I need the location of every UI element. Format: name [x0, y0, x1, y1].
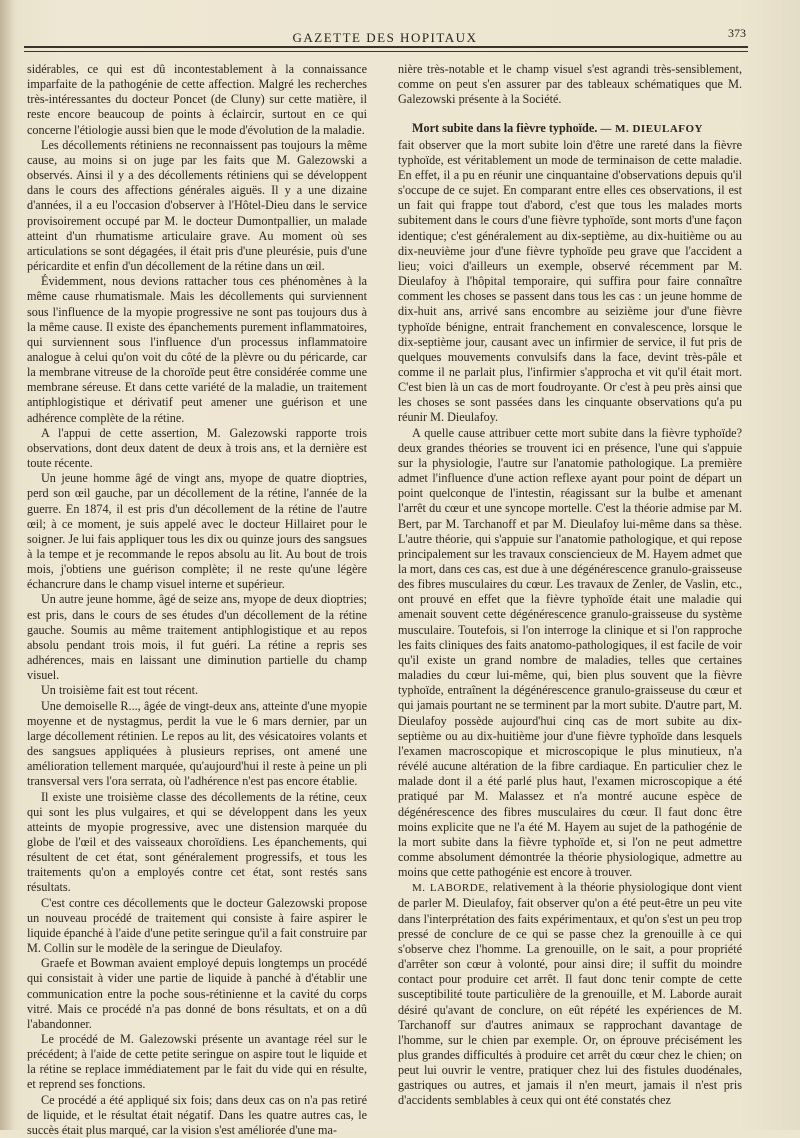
- section-title: Mort subite dans la fièvre typhoïde.: [412, 121, 598, 136]
- paragraph: [398, 880, 742, 1108]
- paragraph: Le procédé de M. Galezowski présente un avantage réel sur le précédent; à l'aide de cette petite seringue on aspire tout le liquide et la rétine se replace immédiatement par le fait du vide qui en résulte, et reprend ses fonctions.: [27, 1032, 367, 1092]
- paragraph: Une demoiselle R..., âgée de vingt-deux ans, atteinte d'une myopie moyenne et de nystagmus, perdit la vue le 6 mars dernier, par un large décollement rétinien. Le repos au lit, des vésicatoires volants et des sangsues appliquées à plusieurs reprises, ont amené une amélioration tellement marquée, qu'aujourd'hui il reste à peine un pli transversal vers l'ora serrata, où l'adhérence n'est pas encore établie.: [27, 698, 367, 789]
- paragraph: Un jeune homme âgé de vingt ans, myope de quatre dioptries, perd son œil gauche, par un décollement de la rétine, l'année de la guerre. En 1874, il est pris d'un décollement de la rétine de l'autre œil; à ce moment, je suis appelé avec le docteur Hillairet pour le soigner. Je lui fais appliquer tous les dix ou quinze jours des sangsues à la tempe et je recommande le repos absolu au lit. Au bout de trois mois, j'obtiens une guérison complète; il ne reste qu'une légère échancrure dans le champ visuel interne et supérieur.: [27, 471, 367, 592]
- right-column: [398, 62, 742, 1109]
- paragraph: A quelle cause attribuer cette mort subite dans la fièvre typhoïde? deux grandes théories se trouvent ici en présence, l'une qui s'appuie sur la physiologie, l'autre sur l'anatomie pathologique. La première admet l'influence d'une action reflexe ayant pour point de départ un point quelconque de l'intestin, réagissant sur la bulbe et amenant l'arrêt du cœur et une syncope mortelle. C'est la théorie admise par M. Bert, par M. Tarchanoff et par M. Dieulafoy lui-même dans sa thèse. L'autre théorie, qui s'appuie sur l'anatomie pathologique, et qui repose principalement sur les travaux consciencieux de M. Hayem admet que la mort, dans ces cas, est due à une dégénérescence granulo-graisseuse des fibres musculaires du cœur. Les travaux de Zenler, de Vaslin, etc., ont prouvé en effet que la fièvre typhoïde était une maladie qui amenait souvent cette dégénérescence granulo-graisseuse du système musculaire. Toutefois, si l'on interroge la clinique et si l'on rapproche les faits cliniques des faits anatomo-pathologiques, il est facile de voir qu'il existe un grand nombre de maladies, telles que certaines maladies du cœur lui-même, qui, bien plus souvent que la fièvre typhoïde, entraînent la dégénérescence granulo-graisseuse du cœur et qui jamais pourtant ne se terminent par la mort subite. D'autre part, M. Dieulafoy possède aujourd'hui cinq cas de mort subite au dix-septième ou au dix-huitième jour d'une fièvre typhoïde dans lesquels l'examen macroscopique et microscopique le plus minutieux, n'a révélé aucune altération de la fibre cardiaque. En particulier chez le malade dont il a été parlé plus haut, l'examen microscopique a été pratiqué par M. Malassez et n'a montré aucune espèce de dégénérescence des fibres musculaires du cœur. Il faut donc être moins explicite que ne l'a été M. Hayem au sujet de la pathogénie de la mort subite dans la fièvre typhoïde et, si l'on ne peut admettre comme absolument démontrée la théorie physiologique, admettre au moins que cette pathogénie est encore à trouver.: [398, 425, 742, 880]
- section-author: — M. DIEULAFOY: [600, 123, 703, 136]
- paragraph: Ce procédé a été appliqué six fois; dans deux cas on n'a pas retiré de liquide, et le résultat était négatif. Dans les quatre autres cas, le succès était plus marqué, car la vision s'est améliorée d'une ma-: [27, 1092, 367, 1137]
- paragraph: fait observer que la mort subite loin d'être une rareté dans la fièvre typhoïde, est véritablement un mode de terminaison de cette maladie. En effet, il a pu en réunir une cinquantaine d'observations depuis qu'il s'occupe de ce sujet. En comparant entre elles ces observations, il est un fait qui frappe tout d'abord, c'est que tous les malades morts subitement dans le cours d'une fièvre typhoïde, sont morts d'une façon identique; c'est généralement au dix-septième, au dix-huitième ou au dix-neuvième jour d'une fièvre typhoïde peu grave que l'accident a lieu; voici d'ailleurs un exemple, observé récemment par M. Dieulafoy à l'hôpital temporaire, qui suffira pour faire connaître comment les choses se passent dans tous les cas : un jeune homme de dix-huit ans, arrivé sans encombre au seizième jour d'une fièvre typhoïde bénigne, entrait franchement en convalescence, lorsque le dix-septième jour, causant avec un infirmier de service, il fut pris de quelques mouvements convulsifs dans la face, devint très-pâle et comme il ne parlait plus, l'infirmier s'approcha et vit qu'il était mort. C'est bien là un cas de mort foudroyante. Or c'est à peu près ainsi que les choses se sont passées dans les cinquante observations qu'a pu réunir M. Dieulafoy.: [398, 137, 742, 425]
- paragraph: Un autre jeune homme, âgé de seize ans, myope de deux dioptries; est pris, dans le cours de ses études d'un décollement de la rétine gauche. Soumis au même traitement antiphlogistique et au repos absolu pendant trois mois, il fut guéri. La rétine a repris ses adhérences, mais en laissant une diminution partielle du champ visuel.: [27, 592, 367, 683]
- paragraph: Évidemment, nous devions rattacher tous ces phénomènes à la même cause rhumatismale. Mais les décollements qui surviennent sous l'influence de la myopie progressive ne sont pas toujours dus à la même cause. Il existe des épanchements purement inflammatoires, qui surviennent sous l'influence d'un processus inflammatoire analogue à celui qu'on voit du côté de la plèvre ou du péricarde, car la membrane vitreuse de la choroïde peut être considérée comme une membrane séreuse. Et dans cette variété de la maladie, un traitement antiphlogistique et dérivatif peut amener une guérison et une adhérence complète de la rétine.: [27, 274, 367, 425]
- left-column: [27, 62, 367, 1138]
- journal-title: GAZETTE DES HOPITAUX: [292, 30, 478, 45]
- page-number: 373: [728, 26, 746, 40]
- paragraph-text: relativement à la théorie physiologique dont vient de parler M. Dieulafoy, fait observer qu'on a été peut-être un peu vite dans l'interprétation des faits expérimentaux, et qu'on s'est un peu trop pressé de conclure de ce qui se passe chez la grenouille à ce qui s'observe chez l'homme. La grenouille, on le sait, a pour propriété d'arrêter son cœur à volonté, pour ainsi dire; il suffit du moindre contact pour produire cet arrêt. Il faut donc tenir compte de cette susceptibilité toute particulière de la grenouille, et M. Laborde aurait désiré qu'avant de conclure, on eût répété les expériences de M. Tarchanoff sur d'autres animaux se rapprochant davantage de l'homme, sur le chien par exemple. Or, on éprouve précisément les plus grandes difficultés à produire cet arrêt du cœur chez le chien; on peut lui ouvrir le ventre, pratiquer chez lui des fistules duodénales, gastriques ou autres, et jamais il n'en meurt, jamais il n'est pris d'accidents semblables à ceux qui ont été constatés chez: [398, 880, 743, 1108]
- paragraph: sidérables, ce qui est dû incontestablement à la connaissance imparfaite de la pathogénie de cette affection. Malgré les recherches très-intéressantes du docteur Poncet (de Cluny) sur cette matière, il reste encore beaucoup de points à éclaircir, surtout en ce qui concerne l'étiologie aussi bien que le mode d'évolution de la maladie.: [27, 62, 367, 137]
- page-header: [24, 22, 746, 48]
- paragraph: C'est contre ces décollements que le docteur Galezowski propose un nouveau procédé de traitement qui consiste à faire aspirer le liquide épanché à l'aide d'une petite seringue qu'il a fait construire par M. Collin sur le modèle de la seringue de Dieulafoy.: [27, 895, 367, 956]
- speaker-name: M. LABORDE,: [412, 882, 489, 895]
- paragraph: Il existe une troisième classe des décollements de la rétine, ceux qui sont les plus vulgaires, et qui se développent dans les yeux atteints de myopie progressive, avec une distension marquée du globe de l'œil et des vaisseaux choroïdiens. Les épanchements, qui résultent de cet état, sont généralement progressifs, et tous les traitements qu'on a employés contre cet état, sont restés sans résultats.: [27, 789, 367, 895]
- section-heading: [398, 121, 742, 137]
- paragraph: Graefe et Bowman avaient employé depuis longtemps un procédé qui consistait à vider une partie de liquide à panché à d'établir une communication entre la poche sous-rétinienne et la cavité du corps vitré. Mais ce procédé n'a pas donné de bons résultats, et on a dû l'abandonner.: [27, 956, 367, 1031]
- header-rule-thin: [24, 51, 748, 52]
- paragraph: nière très-notable et le champ visuel s'est agrandi très-sensiblement, comme on peut s'en assurer par des tableaux schématiques que M. Galezowski présente à la Société.: [398, 62, 742, 107]
- paragraph: Un troisième fait est tout récent.: [41, 683, 199, 698]
- paragraph: Les décollements rétiniens ne reconnaissent pas toujours la même cause, au moins si on juge par les faits que M. Galezowski a observés. Ainsi il y a des décollements rétiniens qui se développent dans le cours des affections générales aiguës. Il y a une dizaine d'années, il a eu l'occasion d'observer à l'Hôtel-Dieu dans le service provisoirement occupé par M. le docteur Dumontpallier, un malade atteint d'un rhumatisme articulaire grave. Au moment où ses articulations se sont dégagées, il était pris d'une pleurésie, puis d'une péricardite et enfin d'un décollement de la rétine dans un œil.: [27, 137, 367, 274]
- paragraph: A l'appui de cette assertion, M. Galezowski rapporte trois observations, dont deux datent de deux à trois ans, et la dernière est toute récente.: [27, 425, 367, 471]
- page-fold-shadow: [0, 0, 14, 1130]
- header-rule-thick: [24, 46, 748, 48]
